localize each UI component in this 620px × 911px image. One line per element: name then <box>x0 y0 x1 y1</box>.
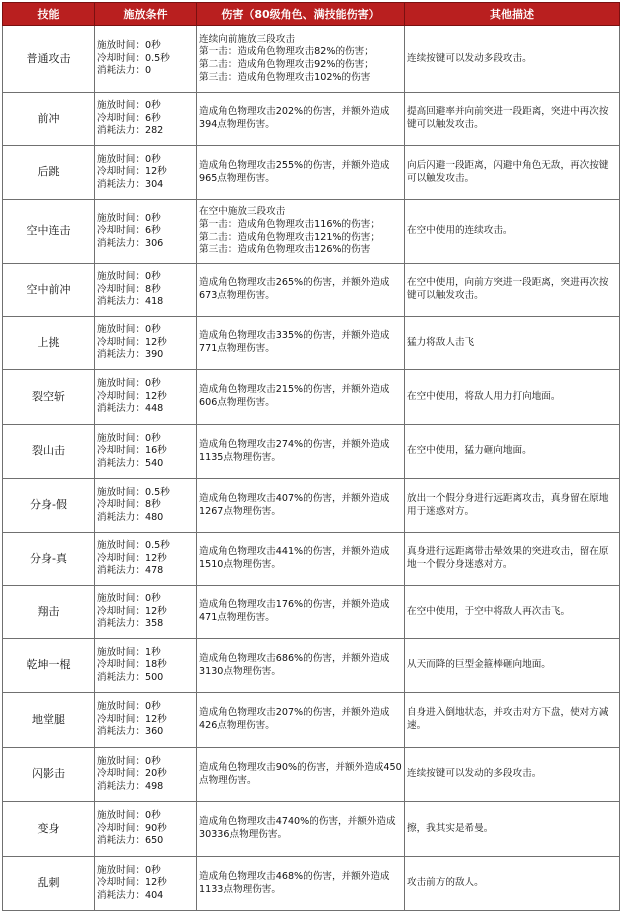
cast-time-label: 施放时间： <box>97 701 145 713</box>
cast-time-line <box>97 324 194 337</box>
skill-conditions <box>95 264 197 317</box>
cooldown-label: 冷却时间： <box>97 52 145 64</box>
cast-time-value: 0.5秒 <box>144 540 170 552</box>
cast-time-label: 施放时间： <box>97 378 145 390</box>
mana-cost-value: 358 <box>144 618 164 630</box>
cooldown-label: 冷却时间： <box>97 445 145 457</box>
cast-time-value: 0秒 <box>144 378 161 390</box>
mana-cost-label: 消耗法力： <box>97 671 145 683</box>
mana-cost-line <box>97 65 194 78</box>
cooldown-value: 6秒 <box>144 112 161 124</box>
skill-conditions <box>95 317 197 370</box>
table-row <box>3 200 620 264</box>
cooldown-label: 冷却时间： <box>97 713 145 725</box>
skill-conditions <box>95 425 197 479</box>
mana-cost-value: 304 <box>144 178 164 190</box>
skill-name: 后跳 <box>3 146 95 200</box>
skill-conditions <box>95 586 197 639</box>
cast-time-value: 0秒 <box>144 212 161 224</box>
cast-time-value: 0秒 <box>144 432 161 444</box>
cooldown-label: 冷却时间： <box>97 336 145 348</box>
cooldown-line <box>97 445 194 458</box>
skills-table-body <box>3 26 620 911</box>
mana-cost-label: 消耗法力： <box>97 125 145 137</box>
cast-time-line <box>97 593 194 606</box>
skill-damage: 造成角色物理攻击207%的伤害，并额外造成426点物理伤害。 <box>197 693 405 748</box>
skills-table <box>2 2 620 911</box>
table-row <box>3 425 620 479</box>
mana-cost-label: 消耗法力： <box>97 835 145 847</box>
mana-cost-line <box>97 179 194 192</box>
cooldown-value: 18秒 <box>144 659 167 671</box>
cast-time-label: 施放时间： <box>97 864 145 876</box>
cast-time-label: 施放时间： <box>97 810 145 822</box>
skill-damage: 造成角色物理攻击686%的伤害，并额外造成3130点物理伤害。 <box>197 639 405 693</box>
cooldown-label: 冷却时间： <box>97 877 145 889</box>
table-row <box>3 93 620 146</box>
mana-cost-label: 消耗法力： <box>97 457 145 469</box>
cooldown-value: 12秒 <box>144 605 167 617</box>
cast-time-label: 施放时间： <box>97 646 145 658</box>
cast-time-line <box>97 213 194 226</box>
skill-name: 普通攻击 <box>3 26 95 93</box>
cooldown-value: 12秒 <box>144 552 167 564</box>
cast-time-label: 施放时间： <box>97 212 145 224</box>
cast-time-line <box>97 271 194 284</box>
skill-conditions <box>95 693 197 748</box>
skill-description: 攻击前方的敌人。 <box>405 857 620 911</box>
mana-cost-label: 消耗法力： <box>97 565 145 577</box>
skill-description: 在空中使用，于空中将敌人再次击飞。 <box>405 586 620 639</box>
mana-cost-label: 消耗法力： <box>97 178 145 190</box>
cast-time-label: 施放时间： <box>97 40 145 52</box>
mana-cost-value: 500 <box>144 671 164 683</box>
cast-time-label: 施放时间： <box>97 100 145 112</box>
cast-time-line <box>97 540 194 553</box>
skill-description: 真身进行远距离带击晕效果的突进攻击，留在原地一个假分身迷惑对方。 <box>405 533 620 586</box>
skill-description: 在空中使用，将敌人用力打向地面。 <box>405 370 620 425</box>
mana-cost-value: 0 <box>144 65 152 77</box>
mana-cost-line <box>97 890 194 903</box>
mana-cost-line <box>97 781 194 794</box>
mana-cost-line <box>97 835 194 848</box>
mana-cost-label: 消耗法力： <box>97 780 145 792</box>
table-row <box>3 26 620 93</box>
table-row <box>3 479 620 533</box>
mana-cost-line <box>97 618 194 631</box>
mana-cost-label: 消耗法力： <box>97 237 145 249</box>
mana-cost-value: 390 <box>144 349 164 361</box>
cast-time-line <box>97 865 194 878</box>
skill-damage: 造成角色物理攻击202%的伤害，并额外造成394点物理伤害。 <box>197 93 405 146</box>
cast-time-value: 0秒 <box>144 755 161 767</box>
cast-time-label: 施放时间： <box>97 324 145 336</box>
cooldown-value: 20秒 <box>144 768 167 780</box>
skill-conditions <box>95 26 197 93</box>
skill-description: 在空中使用的连续攻击。 <box>405 200 620 264</box>
skill-conditions <box>95 146 197 200</box>
mana-cost-value: 498 <box>144 780 164 792</box>
skill-name: 裂空斩 <box>3 370 95 425</box>
table-row <box>3 748 620 802</box>
skill-conditions <box>95 200 197 264</box>
mana-cost-line <box>97 512 194 525</box>
header-description: 其他描述 <box>405 3 620 26</box>
skill-name: 前冲 <box>3 93 95 146</box>
cast-time-value: 0秒 <box>144 324 161 336</box>
skill-description: 放出一个假分身进行远距离攻击，真身留在原地用于迷惑对方。 <box>405 479 620 533</box>
header-condition: 施放条件 <box>95 3 197 26</box>
cooldown-value: 16秒 <box>144 445 167 457</box>
cast-time-line <box>97 154 194 167</box>
skill-name: 空中连击 <box>3 200 95 264</box>
cooldown-value: 90秒 <box>144 822 167 834</box>
mana-cost-label: 消耗法力： <box>97 726 145 738</box>
skill-damage: 造成角色物理攻击176%的伤害，并额外造成471点物理伤害。 <box>197 586 405 639</box>
cooldown-value: 12秒 <box>144 390 167 402</box>
mana-cost-value: 448 <box>144 403 164 415</box>
table-row <box>3 639 620 693</box>
skill-name: 裂山击 <box>3 425 95 479</box>
mana-cost-value: 540 <box>144 457 164 469</box>
cast-time-value: 0秒 <box>144 593 161 605</box>
cooldown-value: 12秒 <box>144 336 167 348</box>
skill-conditions <box>95 748 197 802</box>
mana-cost-line <box>97 726 194 739</box>
cooldown-label: 冷却时间： <box>97 225 145 237</box>
cooldown-line <box>97 166 194 179</box>
mana-cost-value: 650 <box>144 835 164 847</box>
cast-time-line <box>97 701 194 714</box>
skill-description: 向后闪避一段距离，闪避中角色无敌，再次按键可以触发攻击。 <box>405 146 620 200</box>
mana-cost-line <box>97 672 194 685</box>
mana-cost-line <box>97 349 194 362</box>
skill-name: 分身-真 <box>3 533 95 586</box>
cooldown-label: 冷却时间： <box>97 659 145 671</box>
mana-cost-value: 480 <box>144 511 164 523</box>
cast-time-value: 0秒 <box>144 271 161 283</box>
cast-time-line <box>97 100 194 113</box>
cast-time-value: 0秒 <box>144 810 161 822</box>
cooldown-line <box>97 113 194 126</box>
header-skill: 技能 <box>3 3 95 26</box>
cast-time-label: 施放时间： <box>97 271 145 283</box>
cast-time-label: 施放时间： <box>97 432 145 444</box>
cooldown-value: 12秒 <box>144 166 167 178</box>
skill-damage: 造成角色物理攻击407%的伤害，并额外造成1267点物理伤害。 <box>197 479 405 533</box>
mana-cost-label: 消耗法力： <box>97 618 145 630</box>
skill-description: 从天而降的巨型金箍棒砸向地面。 <box>405 639 620 693</box>
cast-time-label: 施放时间： <box>97 593 145 605</box>
cooldown-label: 冷却时间： <box>97 822 145 834</box>
cast-time-value: 0秒 <box>144 153 161 165</box>
skill-name: 乱刺 <box>3 857 95 911</box>
skill-description: 自身进入倒地状态，并攻击对方下盘，使对方减速。 <box>405 693 620 748</box>
cast-time-value: 1秒 <box>144 646 161 658</box>
cooldown-value: 6秒 <box>144 225 161 237</box>
cooldown-line <box>97 499 194 512</box>
mana-cost-label: 消耗法力： <box>97 511 145 523</box>
table-row <box>3 857 620 911</box>
mana-cost-value: 418 <box>144 296 164 308</box>
cooldown-value: 8秒 <box>144 499 161 511</box>
skill-conditions <box>95 802 197 857</box>
cast-time-label: 施放时间： <box>97 755 145 767</box>
skill-name: 变身 <box>3 802 95 857</box>
cooldown-line <box>97 284 194 297</box>
skill-damage: 造成角色物理攻击255%的伤害，并额外造成965点物理伤害。 <box>197 146 405 200</box>
mana-cost-line <box>97 403 194 416</box>
skill-conditions <box>95 639 197 693</box>
cooldown-label: 冷却时间： <box>97 112 145 124</box>
cooldown-label: 冷却时间： <box>97 768 145 780</box>
skill-conditions <box>95 533 197 586</box>
table-row <box>3 802 620 857</box>
skill-name: 乾坤一棍 <box>3 639 95 693</box>
mana-cost-line <box>97 565 194 578</box>
cooldown-line <box>97 877 194 890</box>
cooldown-line <box>97 337 194 350</box>
cooldown-value: 8秒 <box>144 283 161 295</box>
skill-conditions <box>95 370 197 425</box>
cooldown-line <box>97 391 194 404</box>
header-row <box>3 3 620 26</box>
mana-cost-value: 478 <box>144 565 164 577</box>
mana-cost-label: 消耗法力： <box>97 296 145 308</box>
cooldown-value: 12秒 <box>144 877 167 889</box>
skill-name: 空中前冲 <box>3 264 95 317</box>
cooldown-line <box>97 768 194 781</box>
cast-time-line <box>97 487 194 500</box>
cast-time-value: 0秒 <box>144 701 161 713</box>
skill-description: 在空中使用，猛力砸向地面。 <box>405 425 620 479</box>
cast-time-value: 0.5秒 <box>144 486 170 498</box>
cast-time-value: 0秒 <box>144 40 161 52</box>
table-row <box>3 533 620 586</box>
table-row <box>3 586 620 639</box>
cooldown-label: 冷却时间： <box>97 499 145 511</box>
skill-name: 地堂腿 <box>3 693 95 748</box>
skill-description: 在空中使用，向前方突进一段距离，突进再次按键可以触发攻击。 <box>405 264 620 317</box>
mana-cost-line <box>97 296 194 309</box>
skill-conditions <box>95 93 197 146</box>
mana-cost-line <box>97 238 194 251</box>
skill-damage: 造成角色物理攻击335%的伤害，并额外造成771点物理伤害。 <box>197 317 405 370</box>
mana-cost-value: 282 <box>144 125 164 137</box>
mana-cost-line <box>97 125 194 138</box>
cooldown-label: 冷却时间： <box>97 166 145 178</box>
table-row <box>3 693 620 748</box>
cast-time-label: 施放时间： <box>97 540 145 552</box>
cooldown-value: 0.5秒 <box>144 52 170 64</box>
cast-time-label: 施放时间： <box>97 153 145 165</box>
skill-description: 连续按键可以发动多段攻击。 <box>405 26 620 93</box>
skill-damage: 造成角色物理攻击441%的伤害，并额外造成1510点物理伤害。 <box>197 533 405 586</box>
table-row <box>3 370 620 425</box>
skill-damage: 在空中施放三段攻击 第一击：造成角色物理攻击116%的伤害； 第二击：造成角色物理攻击121%的伤害； 第三击：造成角色物理攻击126%的伤害 <box>197 200 405 264</box>
cooldown-line <box>97 659 194 672</box>
skill-conditions <box>95 857 197 911</box>
table-row <box>3 264 620 317</box>
cooldown-value: 12秒 <box>144 713 167 725</box>
cast-time-line <box>97 433 194 446</box>
cooldown-line <box>97 553 194 566</box>
skill-damage: 造成角色物理攻击274%的伤害，并额外造成1135点物理伤害。 <box>197 425 405 479</box>
skill-name: 上挑 <box>3 317 95 370</box>
skill-damage: 造成角色物理攻击4740%的伤害，并额外造成30336点物理伤害。 <box>197 802 405 857</box>
skill-damage: 连续向前施放三段攻击 第一击：造成角色物理攻击82%的伤害； 第二击：造成角色物理攻击92%的伤害； 第三击：造成角色物理攻击102%的伤害 <box>197 26 405 93</box>
skill-description: 猛力将敌人击飞 <box>405 317 620 370</box>
cast-time-value: 0秒 <box>144 100 161 112</box>
skill-damage: 造成角色物理攻击90%的伤害，并额外造成450点物理伤害。 <box>197 748 405 802</box>
cooldown-label: 冷却时间： <box>97 390 145 402</box>
cooldown-label: 冷却时间： <box>97 283 145 295</box>
skill-name: 分身-假 <box>3 479 95 533</box>
mana-cost-label: 消耗法力： <box>97 349 145 361</box>
cast-time-line <box>97 40 194 53</box>
cast-time-line <box>97 647 194 660</box>
cast-time-line <box>97 378 194 391</box>
cooldown-label: 冷却时间： <box>97 605 145 617</box>
skill-name: 翔击 <box>3 586 95 639</box>
skill-conditions <box>95 479 197 533</box>
mana-cost-line <box>97 458 194 471</box>
table-row <box>3 317 620 370</box>
mana-cost-label: 消耗法力： <box>97 65 145 77</box>
skill-name: 闪影击 <box>3 748 95 802</box>
cooldown-line <box>97 714 194 727</box>
cooldown-line <box>97 53 194 66</box>
skill-description: 提高回避率并向前突进一段距离，突进中再次按键可以触发攻击。 <box>405 93 620 146</box>
skill-damage: 造成角色物理攻击215%的伤害，并额外造成606点物理伤害。 <box>197 370 405 425</box>
table-row <box>3 146 620 200</box>
mana-cost-label: 消耗法力： <box>97 403 145 415</box>
mana-cost-label: 消耗法力： <box>97 889 145 901</box>
cast-time-line <box>97 756 194 769</box>
cast-time-label: 施放时间： <box>97 486 145 498</box>
mana-cost-value: 360 <box>144 726 164 738</box>
cooldown-line <box>97 606 194 619</box>
skill-description: 连续按键可以发动的多段攻击。 <box>405 748 620 802</box>
skill-description: 擦，我其实是希曼。 <box>405 802 620 857</box>
header-damage: 伤害（80级角色、满技能伤害） <box>197 3 405 26</box>
mana-cost-value: 404 <box>144 889 164 901</box>
skill-damage: 造成角色物理攻击265%的伤害，并额外造成673点物理伤害。 <box>197 264 405 317</box>
cast-time-line <box>97 810 194 823</box>
cooldown-line <box>97 225 194 238</box>
cooldown-line <box>97 823 194 836</box>
skill-damage: 造成角色物理攻击468%的伤害，并额外造成1133点物理伤害。 <box>197 857 405 911</box>
cooldown-label: 冷却时间： <box>97 552 145 564</box>
mana-cost-value: 306 <box>144 237 164 249</box>
cast-time-value: 0秒 <box>144 864 161 876</box>
